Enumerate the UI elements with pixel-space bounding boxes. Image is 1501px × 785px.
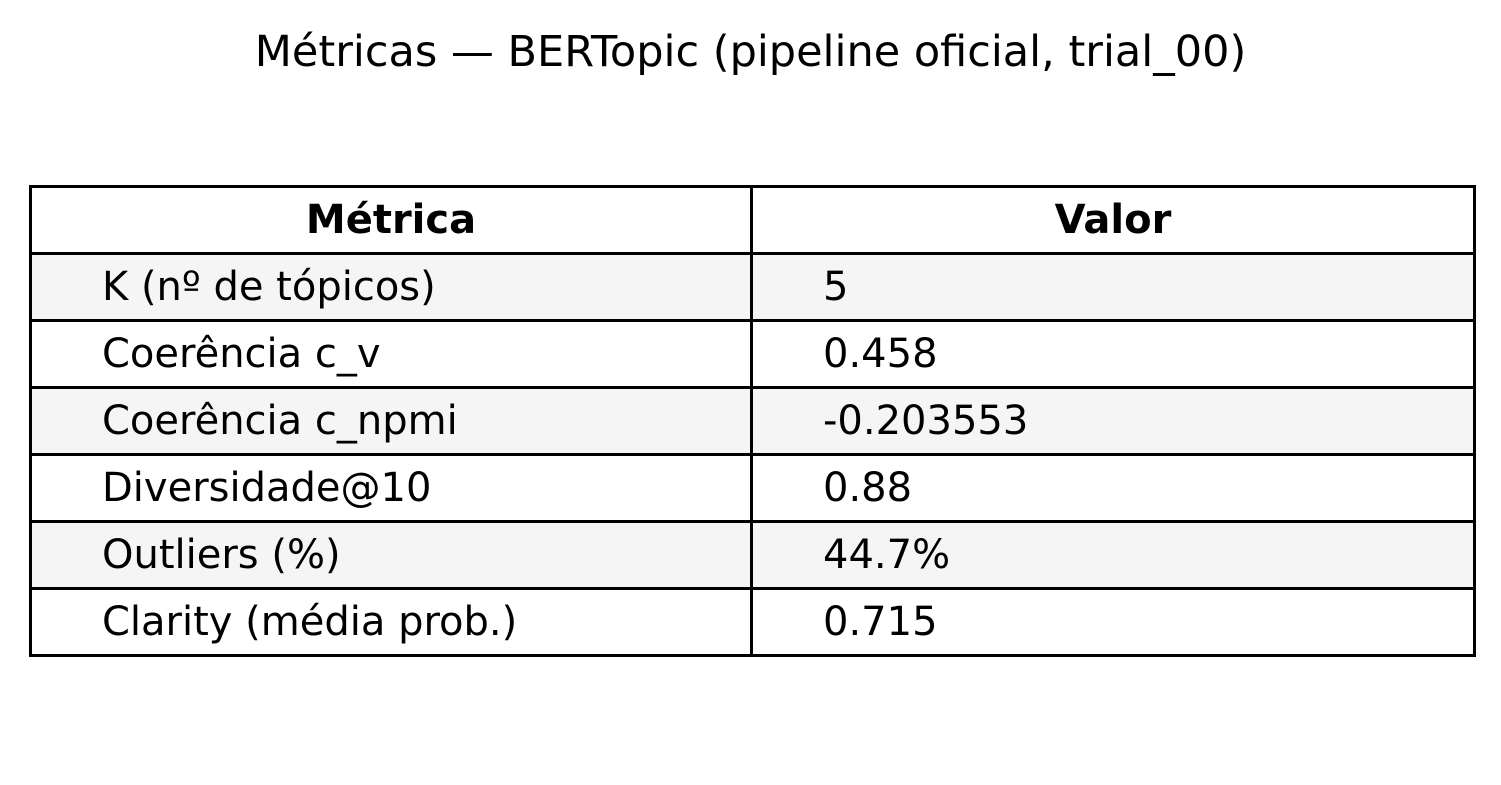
- table-header-row: [31, 187, 1475, 254]
- metric-value-cell: 0.715: [752, 589, 1475, 656]
- metric-value-cell: 0.88: [752, 455, 1475, 522]
- metric-value-cell: 5: [752, 254, 1475, 321]
- metric-name-cell: Coerência c_v: [31, 321, 752, 388]
- header-metric: Métrica: [31, 187, 752, 254]
- metric-value-cell: -0.203553: [752, 388, 1475, 455]
- metric-value-cell: 44.7%: [752, 522, 1475, 589]
- header-value: Valor: [752, 187, 1475, 254]
- metric-name-cell: K (nº de tópicos): [31, 254, 752, 321]
- table-row: [31, 254, 1475, 321]
- metric-value-cell: 0.458: [752, 321, 1475, 388]
- table-row: [31, 522, 1475, 589]
- table-row: [31, 589, 1475, 656]
- table-row: [31, 388, 1475, 455]
- metric-name-cell: Diversidade@10: [31, 455, 752, 522]
- metric-name-cell: Clarity (média prob.): [31, 589, 752, 656]
- table-row: [31, 321, 1475, 388]
- metric-name-cell: Outliers (%): [31, 522, 752, 589]
- table-row: [31, 455, 1475, 522]
- metrics-table: [29, 185, 1476, 657]
- chart-title: Métricas — BERTopic (pipeline oficial, trial_00): [254, 27, 1247, 77]
- metric-name-cell: Coerência c_npmi: [31, 388, 752, 455]
